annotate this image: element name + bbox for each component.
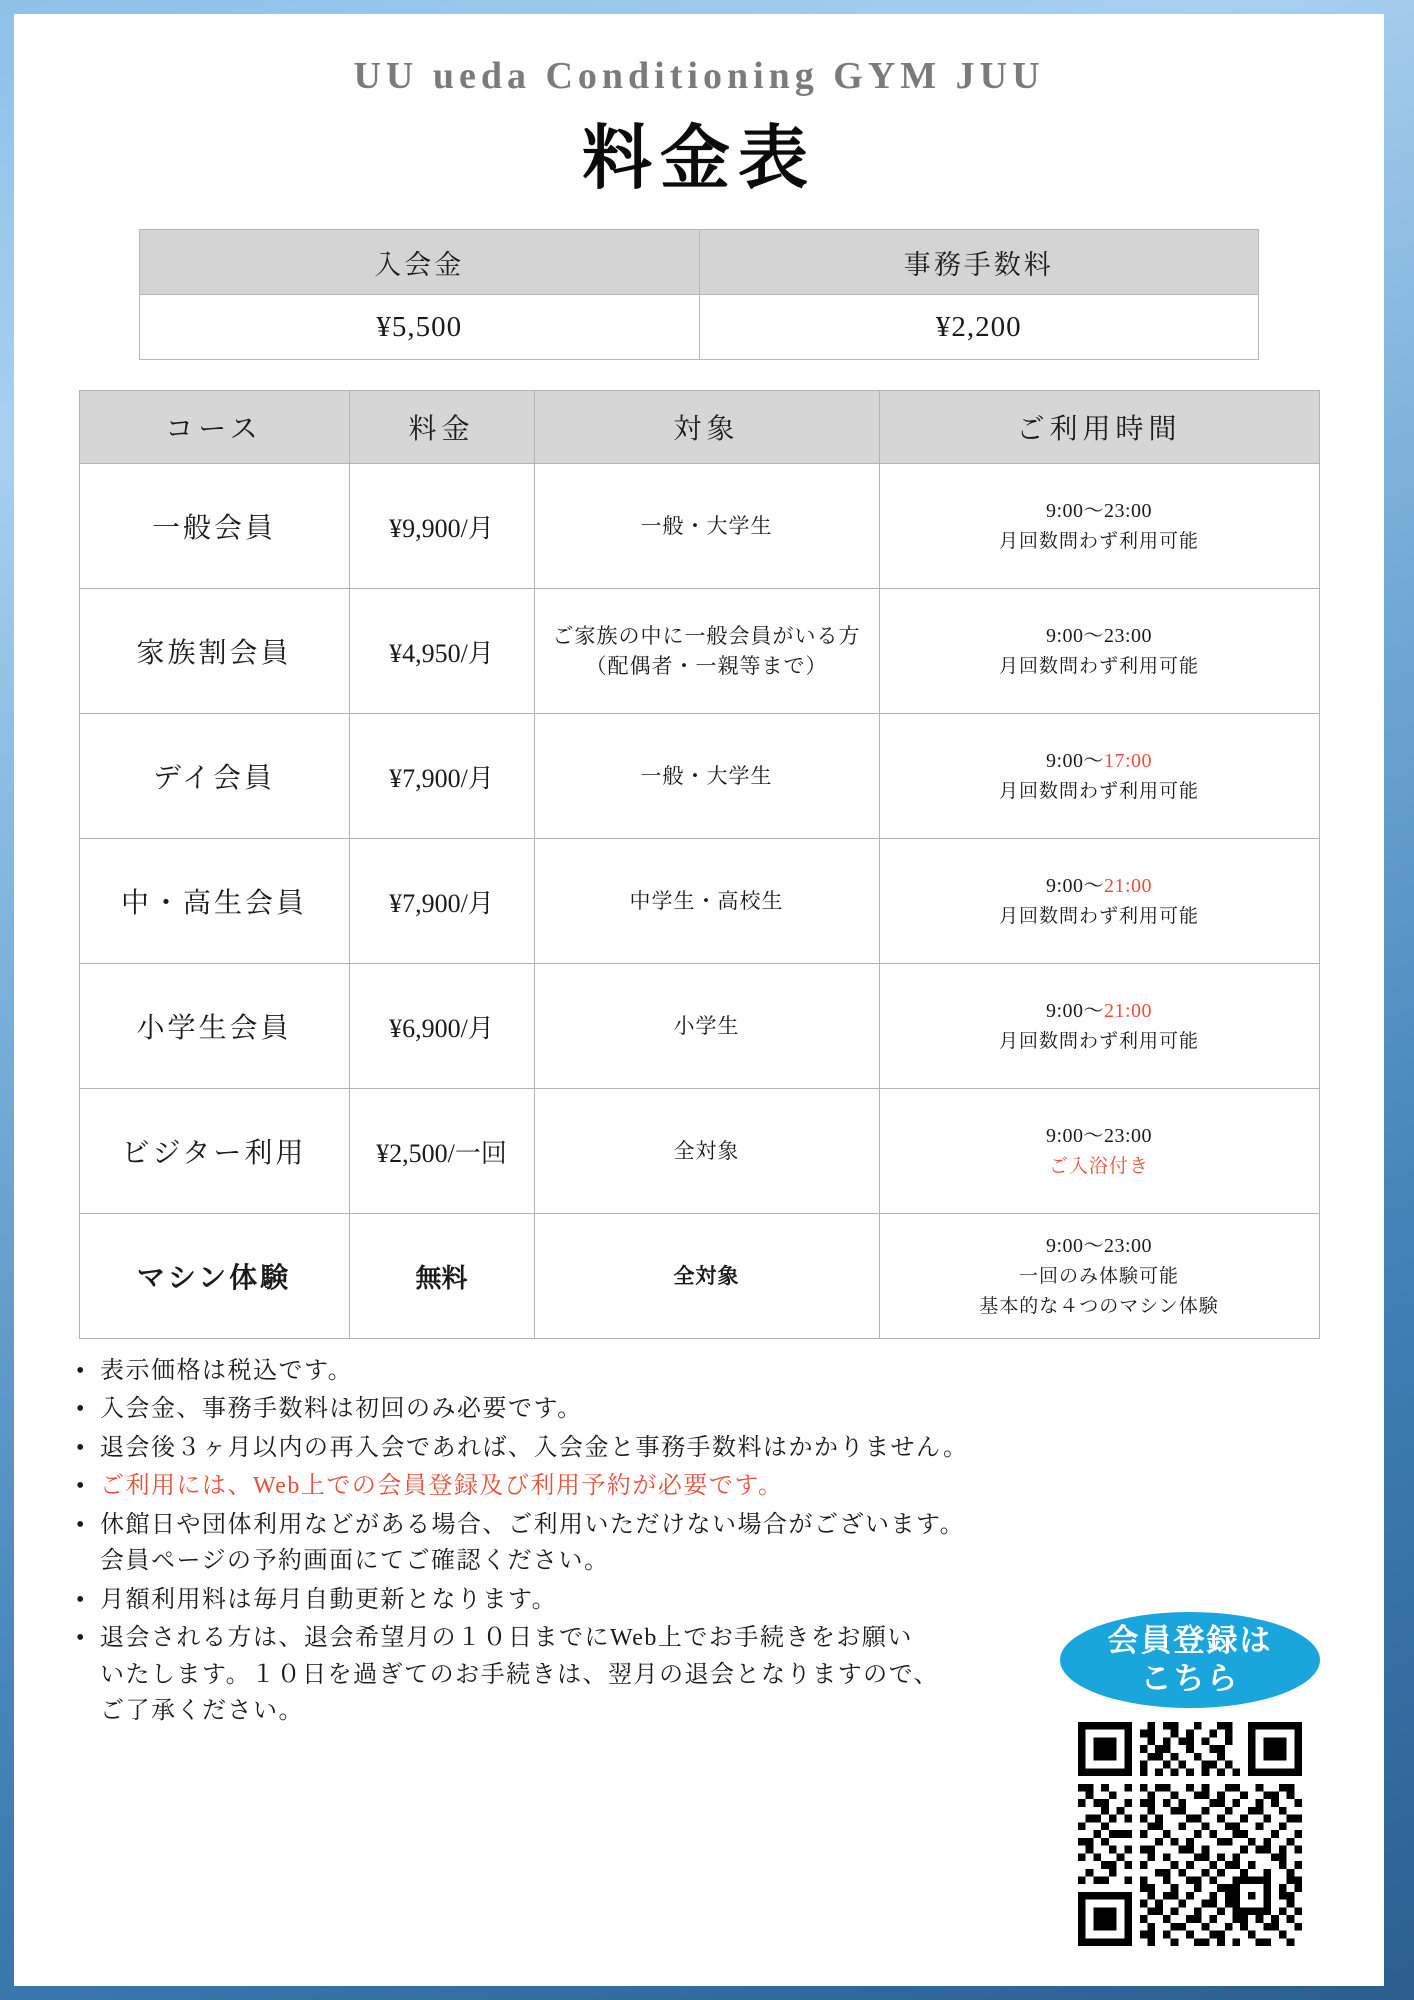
table-row [79, 464, 1319, 589]
course-time-cell [879, 1214, 1319, 1339]
note-item: • 入会金、事務手数料は初回のみ必要です。 [100, 1391, 1080, 1427]
note-item: • 月額利用料は毎月自動更新となります。 [100, 1582, 1080, 1618]
course-time-line-2: 月回数問わず利用可能 [998, 780, 1199, 802]
gym-brand-name: UU ueda Conditioning GYM JUU [353, 55, 1045, 97]
course-target-cell: 全対象 [534, 1089, 879, 1214]
course-header-time: ご利用時間 [879, 391, 1319, 464]
course-price-cell: 無料 [349, 1214, 534, 1339]
note-sub-line: いたします。１０日を過ぎてのお手続きは、翌月の退会となりますので、 [100, 1661, 940, 1688]
note-item: • ご利用には、Web上での会員登録及び利用予約が必要です。 [100, 1468, 1080, 1504]
course-name-cell: ビジター利用 [79, 1089, 349, 1214]
poster-sheet [14, 14, 1384, 1986]
course-target-cell: 小学生 [534, 964, 879, 1089]
course-time-cell [879, 839, 1319, 964]
course-header-price: 料金 [349, 391, 534, 464]
course-time-line-2: 月回数問わず利用可能 [998, 655, 1199, 677]
course-time-line-2: 月回数問わず利用可能 [998, 530, 1199, 552]
course-time-cell [879, 714, 1319, 839]
note-sub-line: 会員ページの予約画面にてご確認ください。 [100, 1548, 610, 1575]
course-name-cell: 家族割会員 [79, 589, 349, 714]
course-header-course: コース [79, 391, 349, 464]
course-target-cell: 全対象 [534, 1214, 879, 1339]
membership-registration-block[interactable] [1040, 1612, 1340, 1946]
course-name-cell: 小学生会員 [79, 964, 349, 1089]
course-price-cell: ¥7,900/月 [349, 839, 534, 964]
fee-value-handling: ¥2,200 [699, 295, 1259, 360]
course-table-body [79, 464, 1319, 1339]
course-time-line-3: 基本的な４つのマシン体験 [979, 1296, 1219, 1317]
table-row [79, 839, 1319, 964]
course-time-line-1: 9:00〜23:00 [1045, 624, 1153, 647]
badge-line-2: こちら [1140, 1661, 1240, 1696]
table-row [79, 714, 1319, 839]
registration-badge[interactable] [1060, 1612, 1320, 1708]
course-price-table [79, 390, 1320, 1339]
qr-code-icon[interactable] [1078, 1722, 1302, 1946]
note-item: • 休館日や団体利用などがある場合、ご利用いただけない場合がございます。 会員ページの予約画面にてご確認ください。 [100, 1507, 1080, 1580]
table-row [79, 589, 1319, 714]
course-time-line-1: 9:00〜21:00 [1045, 999, 1153, 1022]
course-time-line-1: 9:00〜17:00 [1045, 749, 1153, 772]
course-target-cell: 中学生・高校生 [534, 839, 879, 964]
initial-fee-table [139, 229, 1259, 360]
table-row [79, 964, 1319, 1089]
course-name-cell: 一般会員 [79, 464, 349, 589]
course-time-cell [879, 964, 1319, 1089]
notes-list [74, 1353, 1080, 1730]
course-time-cell [879, 1089, 1319, 1214]
course-price-cell: ¥4,950/月 [349, 589, 534, 714]
badge-line-1: 会員登録は [1107, 1623, 1273, 1659]
course-time-line-2: 月回数問わず利用可能 [998, 905, 1199, 927]
note-sub-line: ご了承ください。 [100, 1698, 304, 1725]
course-time-line-1: 9:00〜23:00 [1045, 1124, 1153, 1147]
note-item: • 退会される方は、退会希望月の１０日までにWeb上でお手続きをお願い いたします。１０日を過ぎてのお手続きは、翌月の退会となりますので、 ご了承ください。 [100, 1620, 1080, 1729]
course-price-cell: ¥2,500/一回 [349, 1089, 534, 1214]
course-time-line-1: 9:00〜23:00 [1045, 499, 1153, 522]
table-header-row [79, 391, 1319, 464]
fee-value-admission: ¥5,500 [140, 295, 700, 360]
course-price-cell: ¥6,900/月 [349, 964, 534, 1089]
course-time-line-2: 一回のみ体験可能 [1018, 1265, 1179, 1287]
course-time-cell [879, 464, 1319, 589]
course-header-target: 対象 [534, 391, 879, 464]
course-price-cell: ¥9,900/月 [349, 464, 534, 589]
course-target-cell: 一般・大学生 [534, 464, 879, 589]
course-target-cell: ご家族の中に一般会員がいる方 （配偶者・一親等まで） [534, 589, 879, 714]
course-name-cell: デイ会員 [79, 714, 349, 839]
note-item: • 表示価格は税込です。 [100, 1353, 1080, 1389]
course-name-cell: マシン体験 [79, 1214, 349, 1339]
course-time-line-1: 9:00〜21:00 [1045, 874, 1153, 897]
table-header-row [140, 230, 1259, 295]
note-item: • 退会後３ヶ月以内の再入会であれば、入会金と事務手数料はかかりません。 [100, 1430, 1080, 1466]
course-name-cell: 中・高生会員 [79, 839, 349, 964]
course-time-cell [879, 589, 1319, 714]
fee-header-admission: 入会金 [140, 230, 700, 295]
fee-header-handling: 事務手数料 [699, 230, 1259, 295]
table-row [140, 295, 1259, 360]
course-time-line-2: ご入浴付き [1048, 1155, 1149, 1177]
course-time-line-1: 9:00〜23:00 [1045, 1234, 1153, 1257]
course-price-cell: ¥7,900/月 [349, 714, 534, 839]
course-time-line-2: 月回数問わず利用可能 [998, 1030, 1199, 1052]
page-title: 料金表 [582, 116, 816, 199]
course-target-cell: 一般・大学生 [534, 714, 879, 839]
table-row [79, 1214, 1319, 1339]
table-row [79, 1089, 1319, 1214]
